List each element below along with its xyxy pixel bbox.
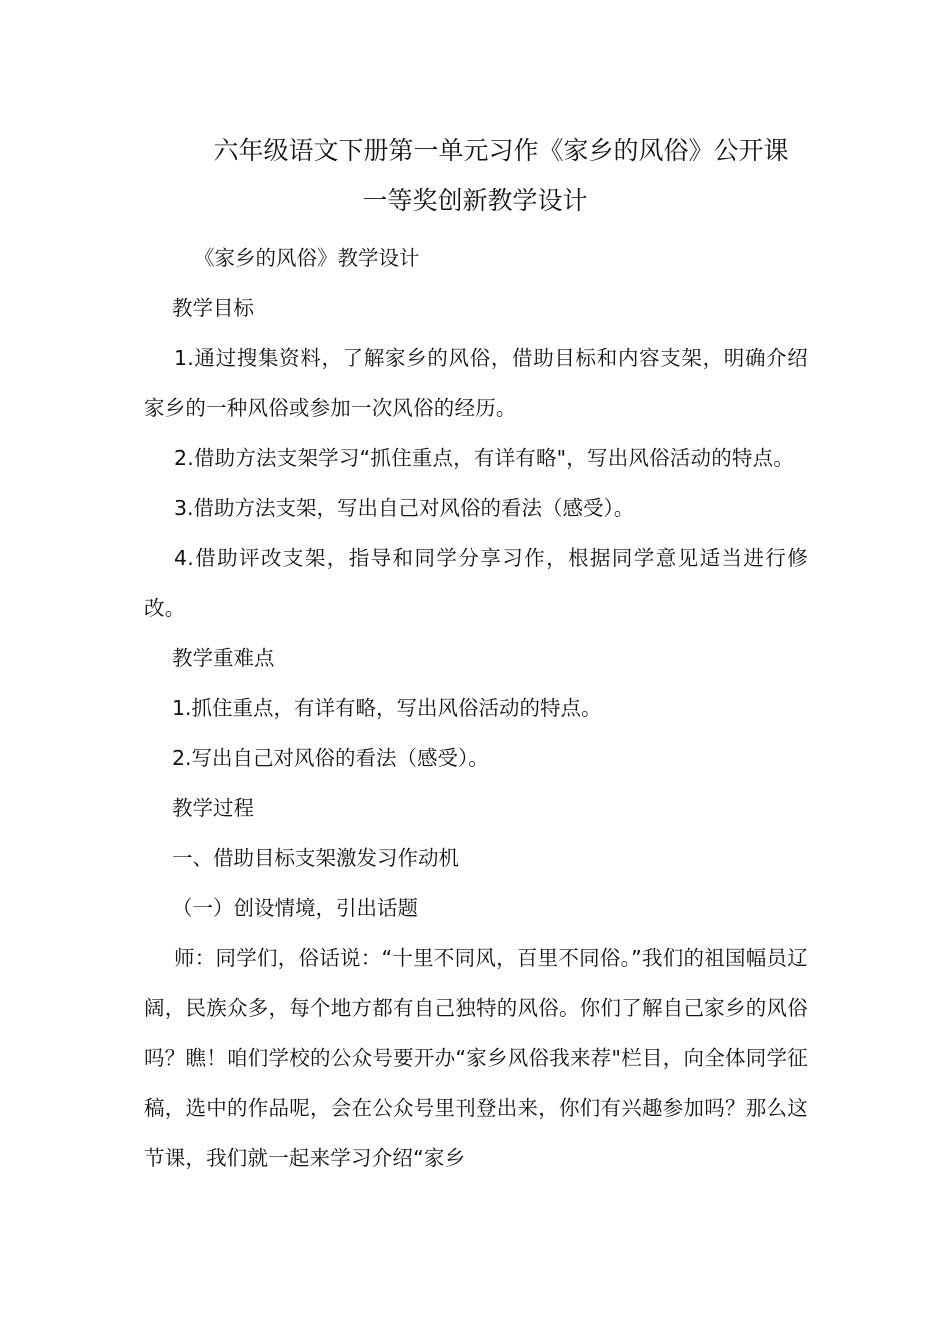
- goal-item-3: 3.借助方法支架，写出自己对风俗的看法（感受）。: [174, 496, 635, 520]
- section-heading-goals: 教学目标: [172, 296, 254, 320]
- process-substep-heading: （一）创设情境，引出话题: [172, 896, 418, 920]
- document-title-line-2: 一等奖创新教学设计: [362, 186, 588, 215]
- teacher-dialogue-paragraph: 师：同学们，俗话说：“十里不同风，百里不同俗。”我们的祖国幅员辽阔，民族众多，每个地方都有自己独特的风俗。你们了解自己家乡的风俗吗？瞧！咱们学校的公众号要开办“家乡风俗我来荐"栏目，向全体同学征稿，选中的作品呢，会在公众号里刊登出来，你们有兴趣参加吗？那么这节课，我们就一起来学习介绍“家乡: [144, 946, 808, 1170]
- section-heading-key-points: 教学重难点: [172, 646, 275, 670]
- goal-item-1: 1.通过搜集资料，了解家乡的风俗，借助目标和内容支架，明确介绍家乡的一种风俗或参加一次风俗的经历。: [144, 346, 808, 420]
- document-title-line-1: 六年级语文下册第一单元习作《家乡的风俗》公开课: [213, 136, 789, 165]
- document-body: [144, 233, 808, 1183]
- process-step-heading: 一、借助目标支架激发习作动机: [172, 846, 459, 870]
- goal-item-2: 2.借助方法支架学习“抓住重点，有详有略"，写出风俗活动的特点。: [174, 446, 795, 470]
- key-point-item-2: 2.写出自己对风俗的看法（感受）。: [172, 746, 489, 770]
- document-subtitle: 《家乡的风俗》教学设计: [194, 246, 420, 270]
- section-heading-process: 教学过程: [172, 796, 254, 820]
- goal-item-4: 4.借助评改支架，指导和同学分享习作，根据同学意见适当进行修改。: [144, 546, 808, 620]
- key-point-item-1: 1.抓住重点，有详有略，写出风俗活动的特点。: [172, 696, 602, 720]
